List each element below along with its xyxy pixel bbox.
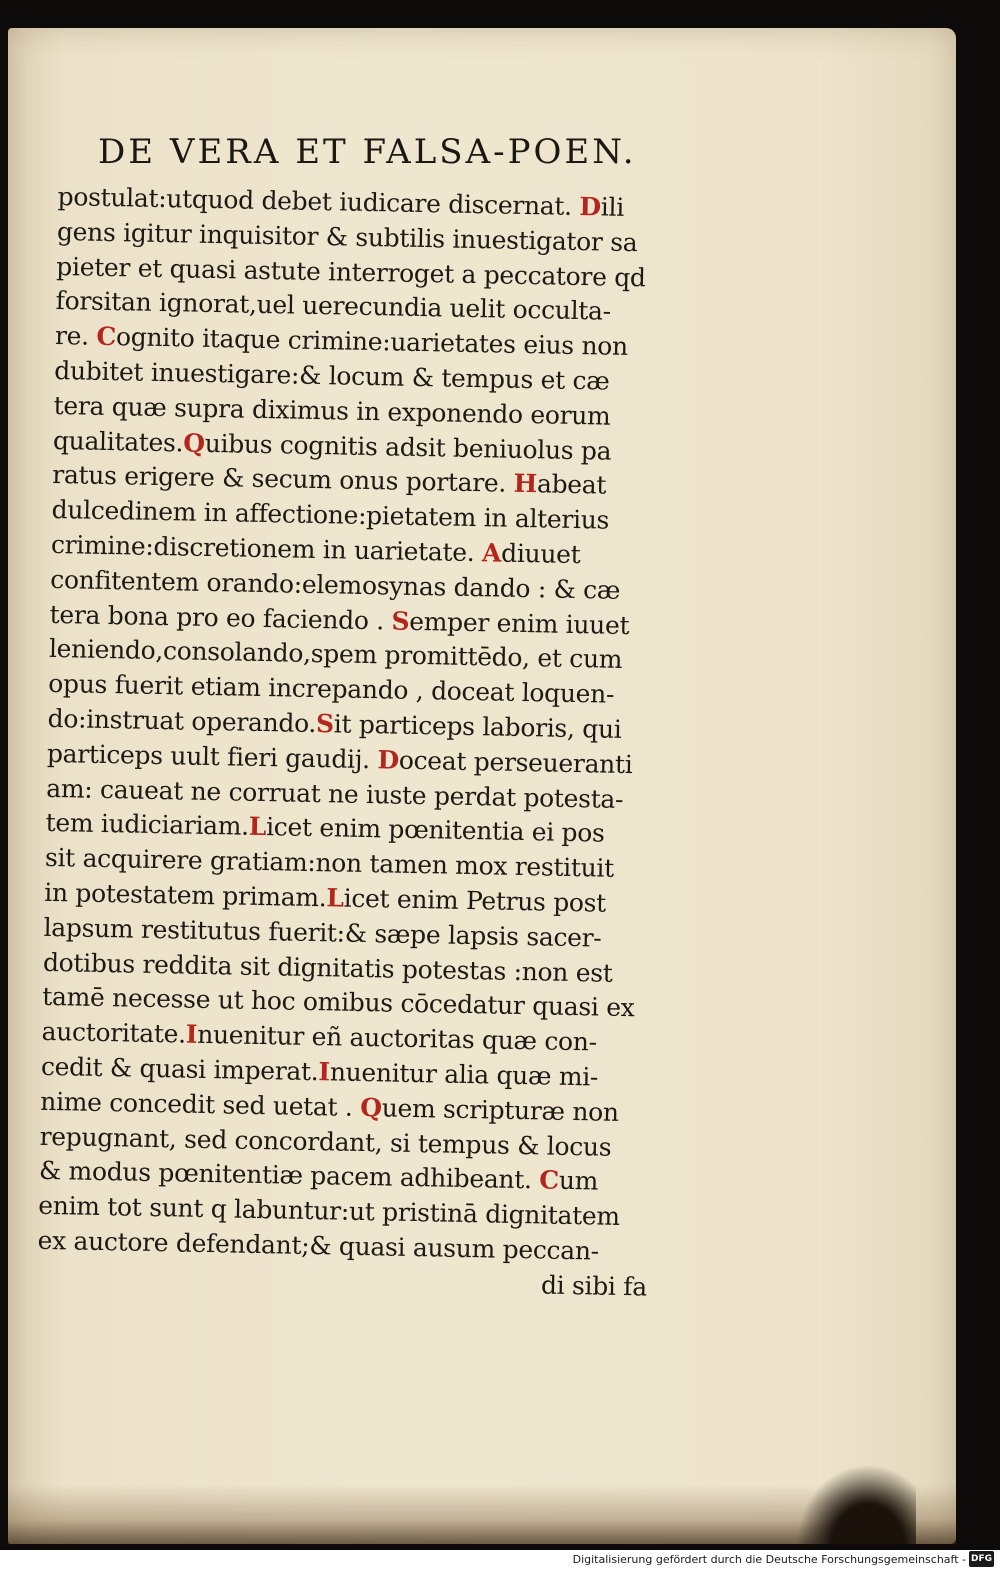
text-segment: do:instruat operando. xyxy=(47,703,317,739)
text-segment: uibus cognitis adsit beniuolus pa xyxy=(204,428,612,466)
rubricated-initial: L xyxy=(326,883,344,913)
rubricated-initial: A xyxy=(481,538,502,568)
text-segment: crimine:discretionem in uarietate. xyxy=(50,529,483,568)
text-segment: & modus pœnitentiæ pacem adhibeant. xyxy=(38,1156,540,1195)
running-head: DE VERA ET FALSA-POEN. xyxy=(98,132,637,172)
text-segment: qualitates. xyxy=(52,425,184,458)
text-segment: tera quæ supra diximus in exponendo eorum xyxy=(53,390,611,431)
text-segment: um xyxy=(558,1166,599,1196)
text-segment: leniendo,consolando,spem promittēdo, et cum xyxy=(48,634,623,675)
dfg-logo: DFG xyxy=(969,1551,994,1567)
rubricated-initial: D xyxy=(377,744,400,775)
rubricated-initial: C xyxy=(539,1165,560,1196)
text-segment: gens igitur inquisitor & subtilis inuestigator sa xyxy=(56,216,638,257)
text-segment: postulat:utquod debet iudicare discernat. xyxy=(57,181,580,222)
rubricated-initial: H xyxy=(513,469,538,499)
text-segment: ognito itaque crimine:uarietates eius non xyxy=(115,322,629,362)
text-segment: tera bona pro eo faciendo . xyxy=(49,599,392,636)
rubricated-initial: C xyxy=(96,321,117,352)
body-text xyxy=(37,180,698,1306)
text-segment: nuenitur alia quæ mi- xyxy=(329,1057,599,1092)
text-segment: icet enim Petrus post xyxy=(343,883,607,918)
text-segment: nime concedit sed uetat . xyxy=(40,1086,361,1122)
rubricated-initial: Q xyxy=(359,1092,383,1123)
text-segment: confitentem orando:elemosynas dando : & cæ xyxy=(50,564,621,605)
text-segment: tem iudiciariam. xyxy=(45,808,250,842)
text-segment: di sibi fa xyxy=(540,1270,648,1302)
page-damage xyxy=(796,1464,916,1544)
text-segment: enim tot sunt q labuntur:ut pristinā dignitatem xyxy=(38,1190,621,1232)
text-segment: diuuet xyxy=(500,538,581,570)
rubricated-initial: S xyxy=(391,606,410,636)
text-segment: emper enim iuuet xyxy=(409,606,630,640)
digitization-credit: Digitalisierung gefördert durch die Deutsche Forschungsgemeinschaft - xyxy=(572,1553,966,1566)
text-segment: dubitet inuestigare:& locum & tempus et cæ xyxy=(54,355,610,396)
text-segment: ratus erigere & secum onus portare. xyxy=(52,460,514,499)
text-segment: abeat xyxy=(536,469,607,500)
rubricated-initial: I xyxy=(185,1019,198,1049)
text-segment: pieter et quasi astute interroget a peccatore qd xyxy=(56,251,646,292)
text-segment: ili xyxy=(600,192,625,222)
rubricated-initial: S xyxy=(315,709,335,739)
rubricated-initial: L xyxy=(248,812,267,842)
rubricated-initial: I xyxy=(318,1057,331,1087)
rubricated-initial: D xyxy=(579,192,602,222)
text-segment: ex auctore defendant;& quasi ausum peccan- xyxy=(37,1225,600,1266)
text-segment: sit acquirere gratiam:non tamen mox restituit xyxy=(44,843,615,883)
text-segment: tamē necesse ut hoc omibus cōcedatur quasi ex xyxy=(42,982,635,1023)
text-segment: auctoritate. xyxy=(41,1016,187,1049)
text-segment: uem scripturæ non xyxy=(381,1093,620,1127)
text-segment: in potestatem primam. xyxy=(44,877,327,913)
text-segment: re. xyxy=(54,321,97,351)
text-segment: cedit & quasi imperat. xyxy=(40,1051,319,1087)
text-segment: forsitan ignorat,uel uerecundia uelit occulta- xyxy=(55,286,612,327)
text-segment: icet enim pœnitentia ei pos xyxy=(265,812,605,848)
text-segment: repugnant, sed concordant, si tempus & locus xyxy=(39,1121,612,1162)
text-segment: dulcedinem in affectione:pietatem in alterius xyxy=(51,495,610,535)
text-segment: it particeps laboris, qui xyxy=(333,709,622,744)
text-segment: lapsum restitutus fuerit:& sæpe lapsis sacer- xyxy=(43,912,602,953)
text-segment: oceat perseueranti xyxy=(398,745,633,779)
rubricated-initial: Q xyxy=(182,428,206,458)
text-segment: nuenitur eñ auctoritas quæ con- xyxy=(196,1019,598,1057)
text-segment: opus fuerit etiam increpando , doceat loquen- xyxy=(48,669,615,709)
text-segment: particeps uult fieri gaudij. xyxy=(46,738,378,774)
text-segment: am: caueat ne corruat ne iuste perdat potesta- xyxy=(46,773,624,814)
text-segment: dotibus reddita sit dignitatis potestas :non est xyxy=(42,947,613,988)
